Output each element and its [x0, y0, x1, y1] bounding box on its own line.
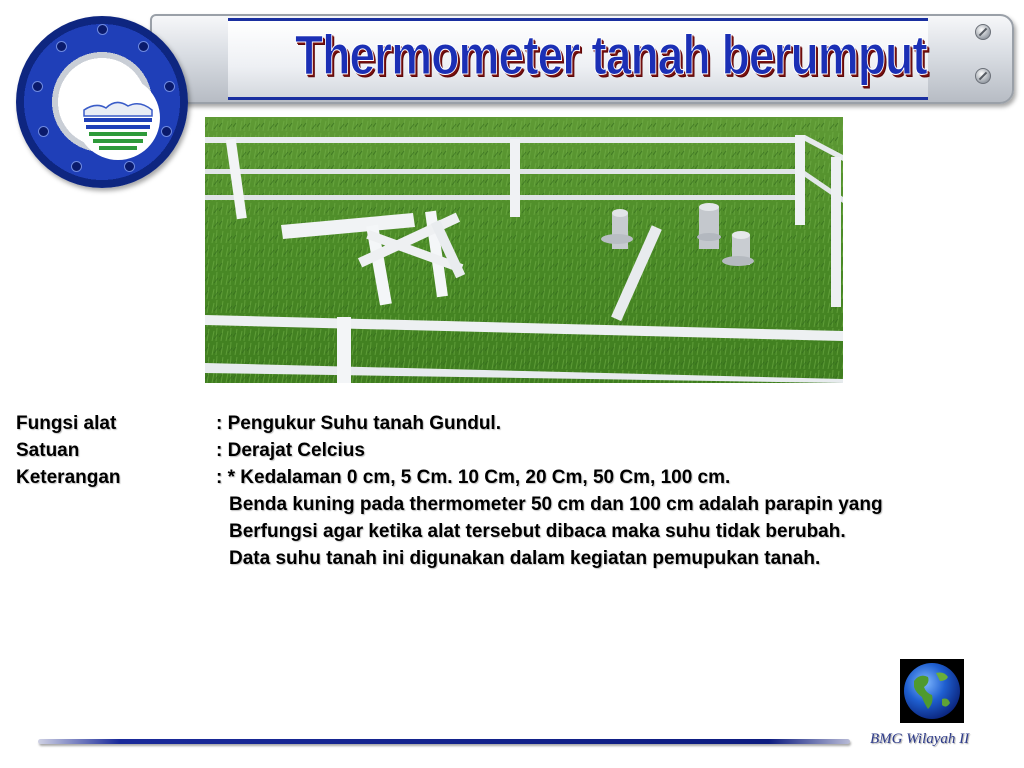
info-row-unit: [16, 437, 1016, 464]
info-row-function: [16, 410, 1016, 437]
info-continuation-line: [16, 545, 1016, 572]
globe-icon: [900, 659, 964, 723]
ring-dot: [97, 24, 108, 35]
footer-org-text: BMG Wilayah II: [870, 731, 970, 747]
screw-icon: [975, 24, 991, 40]
ring-dot: [124, 161, 135, 172]
soil-thermometer-photo: [205, 117, 843, 383]
page-title: Thermometer tanah berumput: [295, 23, 927, 86]
info-label: Satuan: [16, 440, 80, 461]
ring-dot: [161, 126, 172, 137]
info-continuation-line: [16, 518, 1016, 545]
info-row-notes: [16, 464, 1016, 491]
info-continuation-text: Benda kuning pada thermometer 50 cm dan 100 cm adalah parapin yang: [229, 494, 883, 515]
info-label: Fungsi alat: [16, 413, 117, 434]
bmg-logo-icon: [76, 76, 160, 160]
screw-icon: [975, 68, 991, 84]
ring-dot: [71, 161, 82, 172]
ring-dot: [138, 41, 149, 52]
info-continuation-line: [16, 491, 1016, 518]
info-value: : Derajat Celcius: [216, 440, 365, 461]
ring-dot: [164, 81, 175, 92]
info-value: : * Kedalaman 0 cm, 5 Cm. 10 Cm, 20 Cm, 50 Cm, 100 cm.: [216, 467, 731, 488]
info-continuation-text: Data suhu tanah ini digunakan dalam kegiatan pemupukan tanah.: [229, 548, 821, 569]
footer-divider: [38, 739, 850, 744]
logo-ring: [16, 16, 188, 188]
info-label: Keterangan: [16, 467, 121, 488]
info-block: [16, 410, 1016, 572]
info-continuation-text: Berfungsi agar ketika alat tersebut dibaca maka suhu tidak berubah.: [229, 521, 846, 542]
info-value: : Pengukur Suhu tanah Gundul.: [216, 413, 501, 434]
ring-dot: [56, 41, 67, 52]
ring-dot: [38, 126, 49, 137]
ring-dot: [32, 81, 43, 92]
